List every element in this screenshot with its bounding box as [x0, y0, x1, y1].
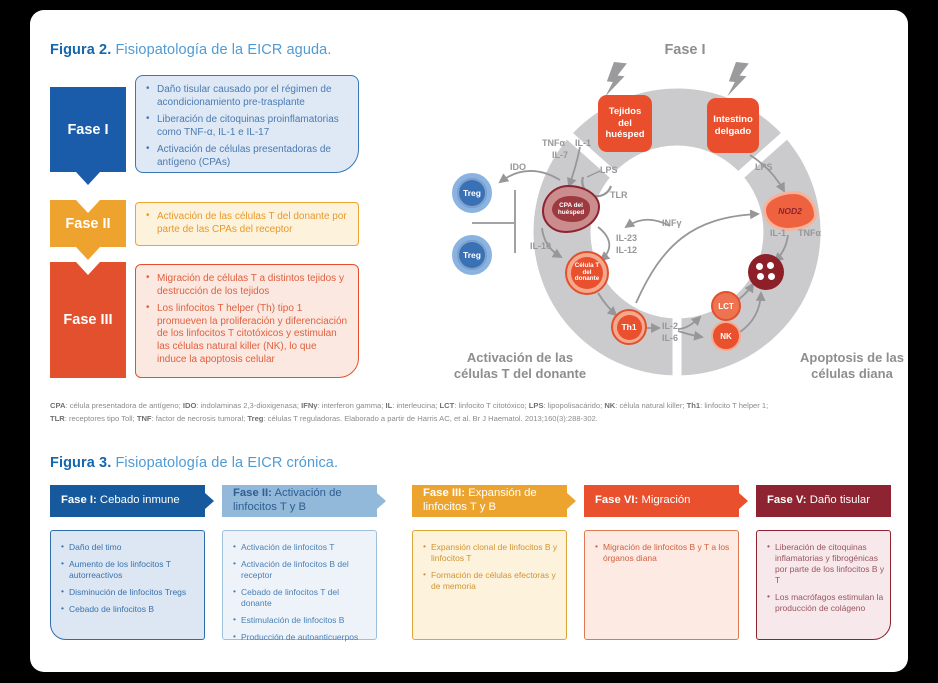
lightning-icon	[605, 62, 627, 99]
chronic-fase3-box	[412, 530, 567, 640]
fase2-chevron	[50, 200, 126, 247]
chronic-fase1-bullets	[61, 542, 199, 615]
donor-tcell	[565, 251, 609, 295]
caption-donor-tcell-activation: Activación de las células T del donante	[453, 350, 587, 382]
apoptotic-body-dot	[756, 263, 763, 270]
il12-label: IL-12	[616, 245, 638, 255]
lightning-icon	[727, 62, 749, 99]
il10-label: IL-10	[530, 241, 552, 251]
chronic-fase5-header: Fase V: Daño tisular	[756, 485, 891, 517]
infy-label: INFγ	[662, 218, 682, 228]
bullet: • Activación de células presentadoras de antígeno (CPAs)	[146, 144, 348, 169]
apoptotic-body-dot	[757, 273, 764, 280]
bullet: • Activación de linfocitos B del receptor	[233, 559, 371, 581]
chronic-fase4-bullets	[595, 542, 733, 564]
il2-label: IL-2	[662, 321, 679, 331]
bullet: • Daño tisular causado por el régimen de acondicionamiento pre-trasplante	[146, 84, 348, 109]
footnote-line1: CPA: célula presentadora de antígeno; IDO: indolaminas 2,3-dioxigenasa; IFNγ: interferon gamma; IL: interleucina; LCT: linfocito T citotóxico; LPS: lipopolisacárido; NK: célula natural killer; Th1: linfocito T helper 1;	[50, 401, 769, 410]
bullet: • Expansión clonal de linfocitos B y linfocitos T	[423, 542, 561, 564]
host-tissues-box: Tejidos del huésped	[598, 95, 652, 152]
bullet: • Liberación de citoquinas inflamatorias y fibrogénicas por parte de los linfocitos B y T	[767, 542, 885, 586]
chevron-right-icon	[377, 493, 386, 509]
il1-right-label: IL-1	[770, 228, 787, 238]
treg-cell: Treg	[452, 235, 492, 275]
nk-cell	[711, 321, 741, 351]
lps-right-label: LPS	[755, 162, 773, 172]
lps-left-label: LPS	[600, 165, 618, 175]
bullet: • Formación de células efectoras y de memoria	[423, 570, 561, 592]
fase2-bullet-list	[146, 211, 348, 236]
chronic-fase2-bullets	[233, 542, 371, 643]
fase2-content-box	[135, 202, 359, 246]
chronic-fase2-header: Fase II: Activación de linfocitos T y B	[222, 485, 377, 517]
fase1-label: Fase I	[67, 121, 109, 138]
chronic-fase4-header: Fase VI: Migración	[584, 485, 739, 517]
bullet: • Liberación de citoquinas proinflamatorias como TNF-α, IL-1 e IL-17	[146, 114, 348, 139]
caption-target-cell-apoptosis: Apoptosis de las células diana	[799, 350, 905, 382]
bullet: • Activación de linfocitos T	[233, 542, 371, 553]
fase1-content-box	[135, 75, 359, 173]
abbreviations-footnote	[50, 400, 895, 425]
bullet: • Cebado de linfocitos B	[61, 604, 199, 615]
bullet: • Aumento de los linfocitos T autorreactivos	[61, 559, 199, 581]
fase2-tail	[76, 247, 100, 260]
fase2-label: Fase II	[65, 215, 111, 232]
figure2-title-rest: Fisiopatología de la EICR aguda.	[111, 42, 332, 58]
white-card	[30, 10, 908, 672]
chronic-fase3-bullets	[423, 542, 561, 592]
fase1-tail	[76, 172, 100, 185]
nod2-cell	[763, 191, 817, 231]
chevron-right-icon	[739, 493, 748, 509]
figure3-title-rest: Fisiopatología de la EICR crónica.	[111, 455, 339, 471]
chronic-fase4-box	[584, 530, 739, 640]
figure3-title	[50, 455, 338, 471]
chevron-right-icon	[205, 493, 214, 509]
bullet: • Disminución de linfocitos Tregs	[61, 587, 199, 598]
acute-gvhd-cycle-diagram	[430, 35, 910, 395]
treg-cell: Treg	[452, 173, 492, 213]
fase1-bullet-list	[146, 84, 348, 170]
chronic-fase1-header: Fase I: Cebado inmune	[50, 485, 205, 517]
cpa-cell-label: CPA del huésped	[552, 196, 590, 222]
chevron-right-icon	[567, 493, 576, 509]
fase3-content-box	[135, 264, 359, 378]
th1-cell-label: Th1	[617, 315, 642, 340]
chronic-fase3-header: Fase III: Expansión de linfocitos T y B	[412, 485, 567, 517]
nod2-cell-label: NOD2	[778, 206, 802, 216]
nk-cell-label: NK	[720, 331, 732, 341]
figure3-title-bold: Figura 3.	[50, 455, 112, 471]
footnote-line2: TLR: receptores tipo Toll; TNF: factor de necrosis tumoral; Treg: células T reguladoras. Elaborado a partir de Harris AC, et al. Br J Haematol. 2013;160(3):288-302.	[50, 413, 598, 423]
donor-tcell-label: Célula T del donante	[571, 257, 603, 289]
apoptotic-body-dot	[767, 262, 774, 269]
il23-label: IL-23	[616, 233, 638, 243]
bullet: • Los macrófagos estimulan la producción de colágeno	[767, 592, 885, 614]
fase3-notch	[76, 262, 100, 275]
bullet: • Producción de autoanticuerpos	[233, 632, 371, 643]
ido-label: IDO	[510, 162, 527, 172]
bullet: • Cebado de linfocitos T del donante	[233, 587, 371, 609]
bullet: • Migración de linfocitos B y T a los órganos diana	[595, 542, 733, 564]
figure2-title-bold: Figura 2.	[50, 42, 112, 58]
figure2-title	[50, 42, 331, 58]
chronic-fase5-bullets	[767, 542, 885, 614]
chronic-fase5-box	[756, 530, 891, 640]
fase2-notch	[76, 200, 100, 213]
lct-cell	[711, 291, 741, 321]
small-intestine-box: Intestino delgado	[707, 98, 759, 153]
tnfa-right-label: TNFα	[798, 228, 822, 238]
bullet: • Migración de células T a distintos tejidos y destrucción de los tejidos	[146, 273, 348, 298]
source-reference: Elaborado a partir de Harris AC, et al. Br J Haematol. 2013;160(3):288-302.	[344, 413, 598, 423]
il6-label: IL-6	[662, 333, 679, 343]
bullet: • Activación de las células T del donante por parte de las CPAs del receptor	[146, 211, 348, 236]
chronic-fase2-box	[222, 530, 377, 643]
arrow-th1-to-nod2	[636, 214, 758, 303]
chronic-fase1-box	[50, 530, 205, 640]
bullet: • Daño del timo	[61, 542, 199, 553]
apoptotic-target-cell	[748, 254, 784, 290]
fase3-chevron	[50, 262, 126, 378]
diagram-phase-title: Fase I	[664, 42, 706, 58]
il7-label: IL-7	[552, 150, 569, 160]
apoptotic-body-dot	[768, 273, 775, 280]
fase3-bullet-list	[146, 273, 348, 366]
bullet: • Estimulación de linfocitos B	[233, 615, 371, 626]
bullet: • Los linfocitos T helper (Th) tipo 1 promueven la proliferación y diferenciación de los linfocitos T citotóxicos y estimulan las células natural killer (NK), lo que induce la apoptosis celular	[146, 303, 348, 366]
tnfa-label: TNFα	[542, 138, 566, 148]
fase3-label: Fase III	[63, 312, 113, 328]
tlr-label: TLR	[610, 190, 628, 200]
lct-cell-label: LCT	[718, 301, 734, 311]
fase1-chevron	[50, 87, 126, 172]
th1-cell	[611, 309, 647, 345]
il1-label: IL-1	[575, 138, 592, 148]
